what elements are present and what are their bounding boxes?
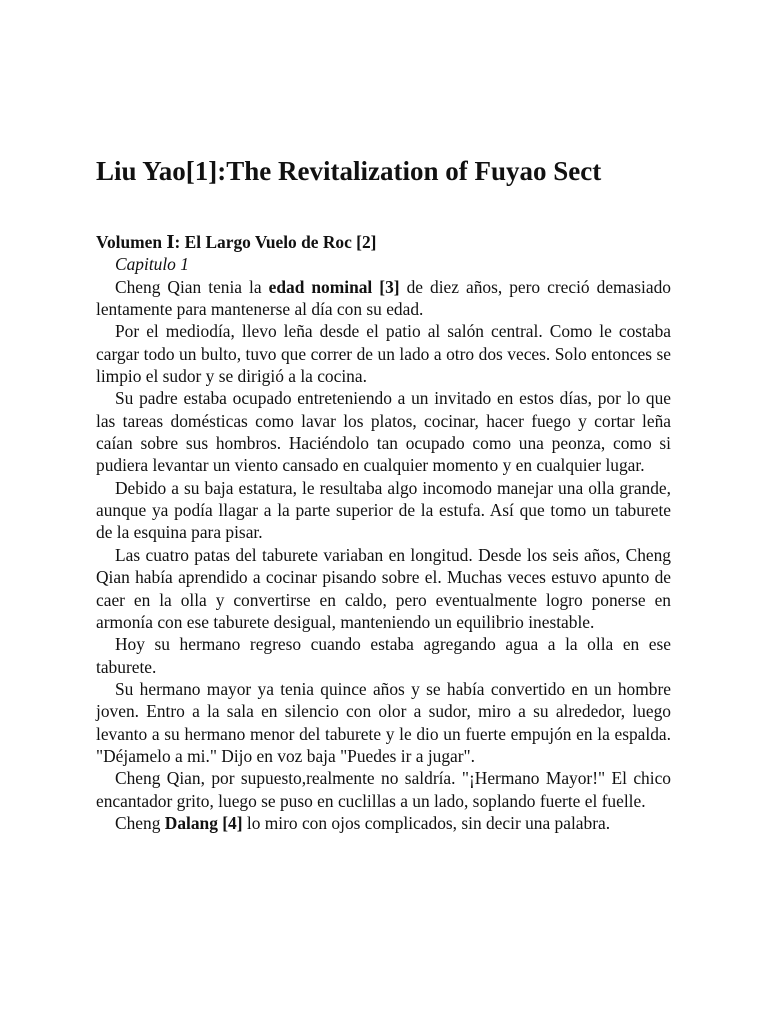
document-title: Liu Yao[1]:The Revitalization of Fuyao Sect [96, 156, 602, 186]
paragraph-6: Hoy su hermano regreso cuando estaba agregando agua a la olla en ese taburete. [96, 634, 671, 677]
chapter-heading: Capitulo 1 [115, 254, 189, 275]
paragraph-1-post: de diez años, pero creció demasiado lentamente para mantenerse al día con su edad. [96, 276, 671, 320]
paragraph-2: Por el mediodía, llevo leña desde el patio al salón central. Como le costaba cargar todo un bulto, tuvo que correr de un lado a otro dos veces. Solo entonces se limpio el sudor y se dirigió a la cocina. [96, 321, 671, 387]
paragraph-9 [96, 812, 671, 834]
paragraph-9-pre: Cheng [115, 812, 165, 833]
footnote-term-edad-nominal: edad nominal [3] [268, 276, 400, 297]
paragraph-7: Su hermano mayor ya tenia quince años y se había convertido en un hombre joven. Entro a la sala en silencio con olor a sudor, miro a su alrededor, luego levanto a su hermano menor del taburete y le dio un fuerte empujón en la espalda. "Déjamelo a mi." Dijo en voz baja "Puedes ir a jugar". [96, 678, 671, 766]
paragraph-9-post: lo miro con ojos complicados, sin decir una palabra. [242, 812, 611, 833]
footnote-term-dalang: Dalang [4] [164, 812, 243, 833]
paragraph-5: Las cuatro patas del taburete variaban en longitud. Desde los seis años, Cheng Qian había aprendido a cocinar pisando sobre el. Muchas veces estuvo apunto de caer en la olla y convertirse en caldo, pero eventualmente logro ponerse en armonía con ese taburete desigual, manteniendo un equilibrio inestable. [96, 544, 671, 632]
paragraph-1 [96, 276, 671, 321]
paragraph-1-pre: Cheng Qian tenia la [115, 276, 269, 297]
paragraph-3: Su padre estaba ocupado entreteniendo a un invitado en estos días, por lo que las tareas domésticas como lavar los platos, cocinar, hacer fuego y cortar leña caían sobre sus hombros. Haciéndolo tan ocupado como una peonza, como si pudiera levantar un viento cansado en cualquier momento y en cualquier lugar. [96, 388, 671, 476]
volume-heading: Volumen Ⅰ: El Largo Vuelo de Roc [2] [96, 232, 377, 252]
paragraph-8: Cheng Qian, por supuesto,realmente no saldría. "¡Hermano Mayor!" El chico encantador grito, luego se puso en cuclillas a un lado, soplando fuerte el fuelle. [96, 768, 671, 811]
paragraph-4: Debido a su baja estatura, le resultaba algo incomodo manejar una olla grande, aunque ya podía llagar a la parte superior de la estufa. Así que tomo un taburete de la esquina para pisar. [96, 477, 671, 543]
document-body [96, 231, 671, 834]
